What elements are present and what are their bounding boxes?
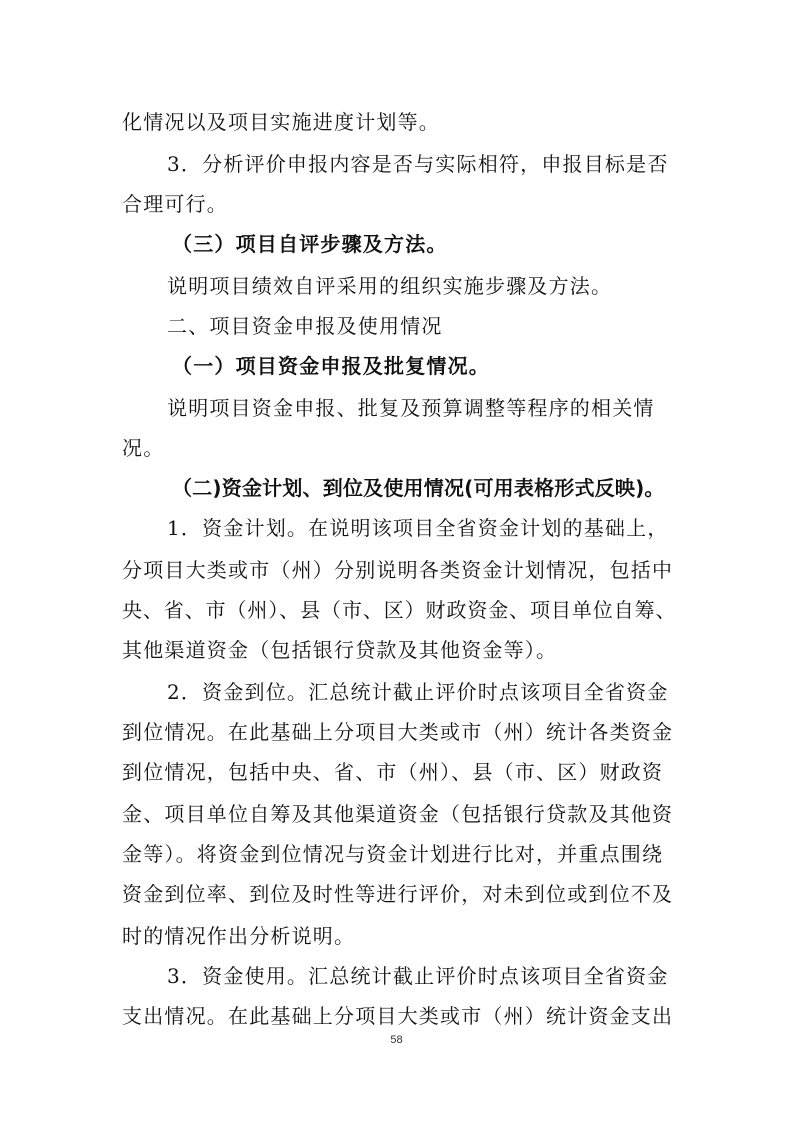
paragraph-line: 说明项目资金申报、批复及预算调整等程序的相关情 (167, 396, 655, 420)
paragraph-line: 到位情况。在此基础上分项目大类或市（州）统计各类资金 (122, 720, 674, 744)
paragraph-line: 1．资金计划。在说明该项目全省资金计划的基础上， (167, 516, 669, 540)
paragraph-line: 时的情况作出分析说明。 (122, 924, 356, 948)
paragraph-line: 其他渠道资金（包括银行贷款及其他资金等）。 (122, 638, 558, 662)
paragraph-line: 合理可行。 (122, 192, 228, 216)
paragraph-line: 分项目大类或市（州）分别说明各类资金计划情况，包括中 (122, 558, 674, 582)
page-number: 58 (390, 1034, 403, 1046)
chapter-heading: 二、项目资金申报及使用情况 (167, 314, 443, 338)
paragraph-line: 到位情况，包括中央、省、市（州）、县（市、区）财政资 (122, 760, 664, 784)
section-heading: （三）项目自评步骤及方法。 (172, 232, 448, 256)
paragraph-line: 支出情况。在此基础上分项目大类或市（州）统计资金支出 (122, 1004, 674, 1028)
paragraph-line: 3．资金使用。汇总统计截止评价时点该项目全省资金 (167, 964, 669, 988)
paragraph-line: 金、项目单位自筹及其他渠道资金（包括银行贷款及其他资 (122, 802, 674, 826)
paragraph-line: 说明项目绩效自评采用的组织实施步骤及方法。 (167, 274, 613, 298)
section-heading: （一）项目资金申报及批复情况。 (172, 354, 490, 378)
paragraph-line: 化情况以及项目实施进度计划等。 (122, 110, 440, 134)
paragraph-line: 3．分析评价申报内容是否与实际相符，申报目标是否 (167, 152, 669, 176)
section-heading: （二)资金计划、到位及使用情况(可用表格形式反映)。 (172, 476, 665, 500)
paragraph-line: 资金到位率、到位及时性等进行评价，对未到位或到位不及 (122, 882, 674, 906)
paragraph-line: 况。 (122, 436, 165, 460)
paragraph-line: 2．资金到位。汇总统计截止评价时点该项目全省资金 (167, 680, 669, 704)
paragraph-line: 央、省、市（州）、县（市、区）财政资金、项目单位自筹、 (122, 598, 677, 622)
paragraph-line: 金等）。将资金到位情况与资金计划进行比对，并重点围绕 (122, 842, 664, 866)
